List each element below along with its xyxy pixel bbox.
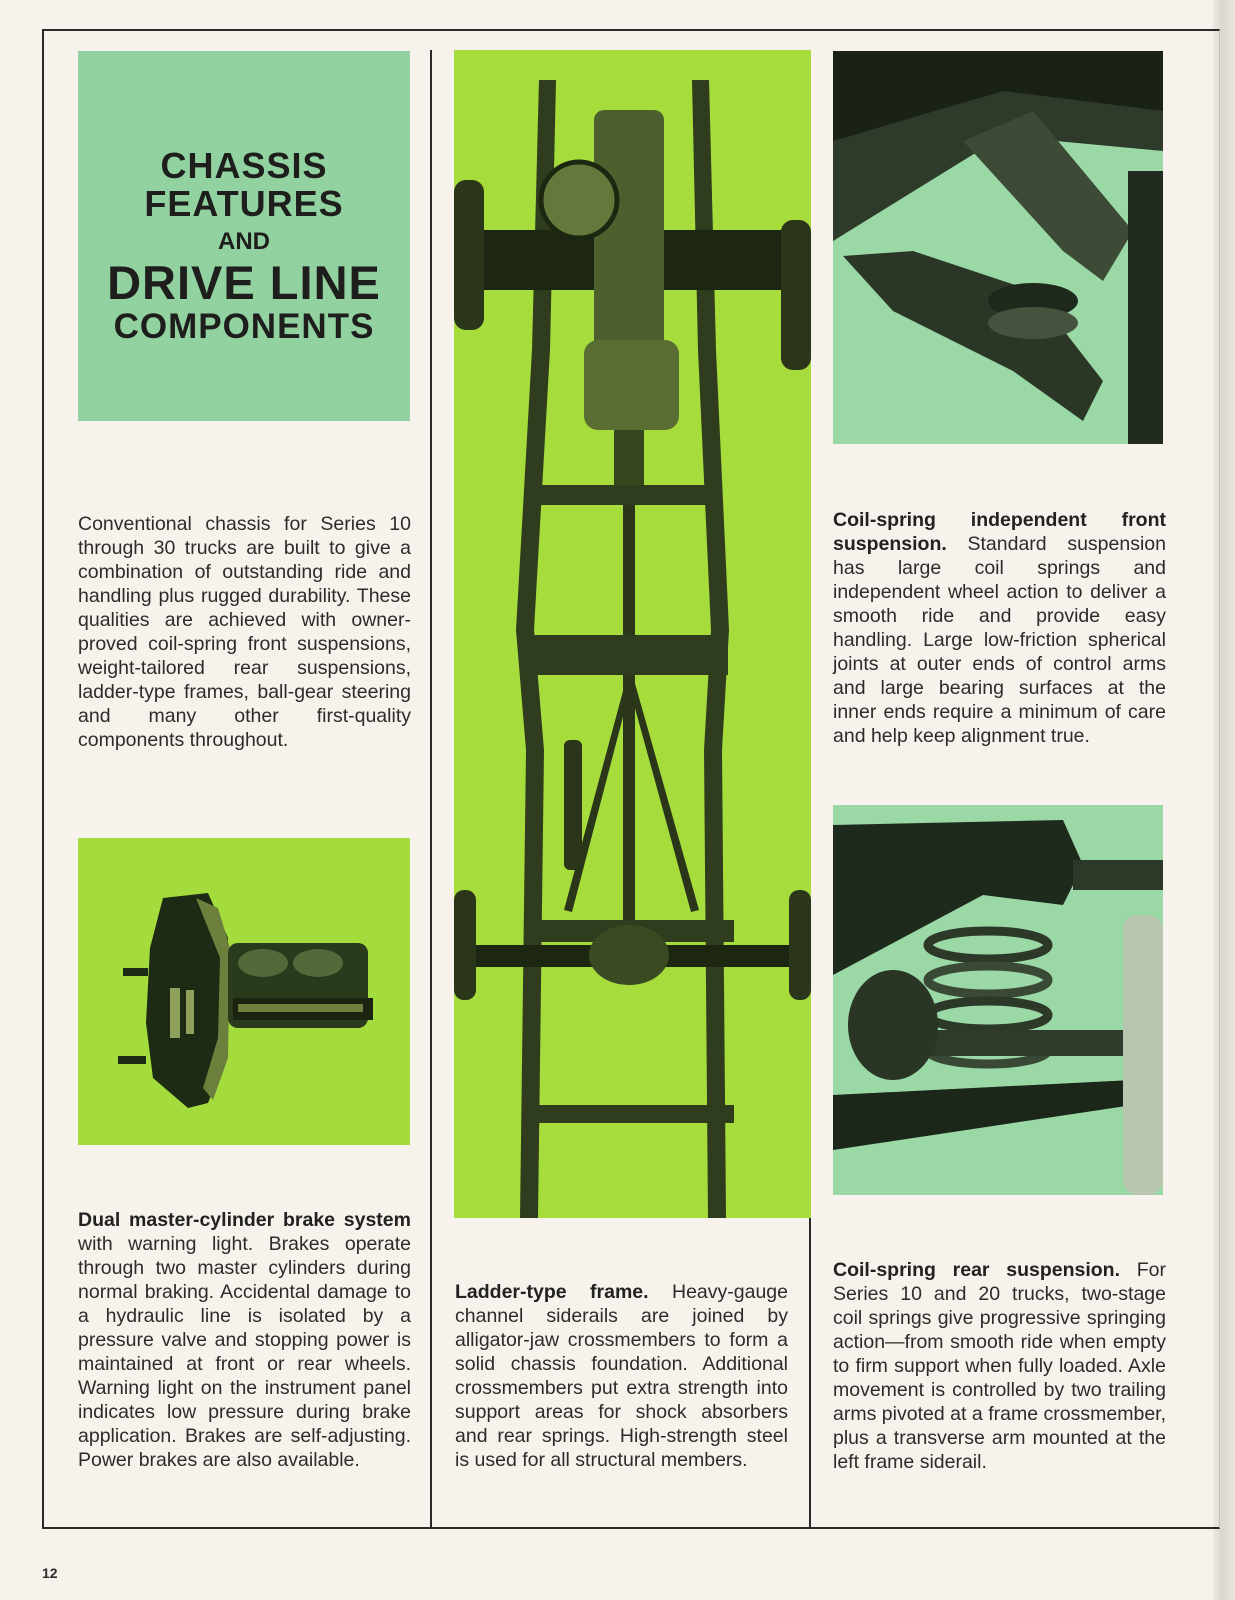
title-line-chassis: CHASSIS (160, 144, 328, 186)
ladder-frame-illustration-icon (454, 50, 811, 1218)
front-suspension-photo (833, 51, 1163, 444)
brake-unit-illustration-icon (78, 838, 410, 1145)
frame-caption-body: Heavy-gauge channel siderails are joined by alligator-jaw crossmembers to form a solid chassis foundation. Additional crossmembers put extra strength into support areas for shock absorbers and rear springs. High-strength steel is used for all structural members. (455, 1281, 788, 1471)
rear-suspension-caption-body: For Series 10 and 20 trucks, two-stage coil springs give progressive springing action—from smooth ride when empty to firm support when fully loaded. Axle movement is controlled by two trailing arms pivoted at a frame crossmember, plus a transverse arm mounted at the left frame siderail. (833, 1259, 1166, 1473)
page-number: 12 (42, 1565, 58, 1581)
front-suspension-caption-heading: Coil-spring independent front suspension. (833, 509, 1166, 555)
frame-caption-heading: Ladder-type frame. (455, 1281, 649, 1303)
intro-paragraph: Conventional chassis for Series 10 through 30 trucks are built to give a combination of outstanding ride and handling plus rugged durability. These qualities are achieved with owner-proved coil-spring front suspensions, weight-tailored rear suspensions, ladder-type frames, ball-gear steering and many other first-quality components throughout. (78, 513, 411, 751)
title-line-drive-line: DRIVE LINE (107, 256, 381, 310)
title-line-and: AND (218, 227, 270, 255)
brake-caption (78, 1208, 411, 1472)
brake-system-photo (78, 838, 410, 1145)
rear-suspension-illustration-icon (833, 805, 1163, 1195)
brake-caption-body: with warning light. Brakes operate through two master cylinders during normal braking. Accidental damage to a hydraulic line is isolated by a pressure valve and stopping power is maintained at front or rear wheels. Warning light on the instrument panel indicates low pressure during brake application. Brakes are self-adjusting. Power brakes are also available. (78, 1233, 411, 1471)
column-divider-left (430, 50, 432, 1528)
ladder-frame-photo (454, 50, 811, 1218)
title-panel (78, 51, 410, 421)
title-line-components: COMPONENTS (113, 307, 375, 347)
front-suspension-caption-body: Standard suspension has large coil springs and independent wheel action to deliver a smooth ride and provide easy handling. Large low-friction spherical joints at outer ends of control arms and large bearing surfaces at the inner ends require a minimum of care and help keep alignment true. (833, 533, 1166, 747)
front-suspension-illustration-icon (833, 51, 1163, 444)
rear-suspension-photo (833, 805, 1163, 1195)
rear-suspension-caption-heading: Coil-spring rear suspension. (833, 1259, 1121, 1281)
frame-caption (455, 1280, 788, 1472)
brake-caption-heading: Dual master-cylinder brake system (78, 1209, 411, 1231)
rear-suspension-caption (833, 1258, 1166, 1474)
title-line-features: FEATURES (144, 182, 344, 224)
front-suspension-caption (833, 508, 1166, 748)
